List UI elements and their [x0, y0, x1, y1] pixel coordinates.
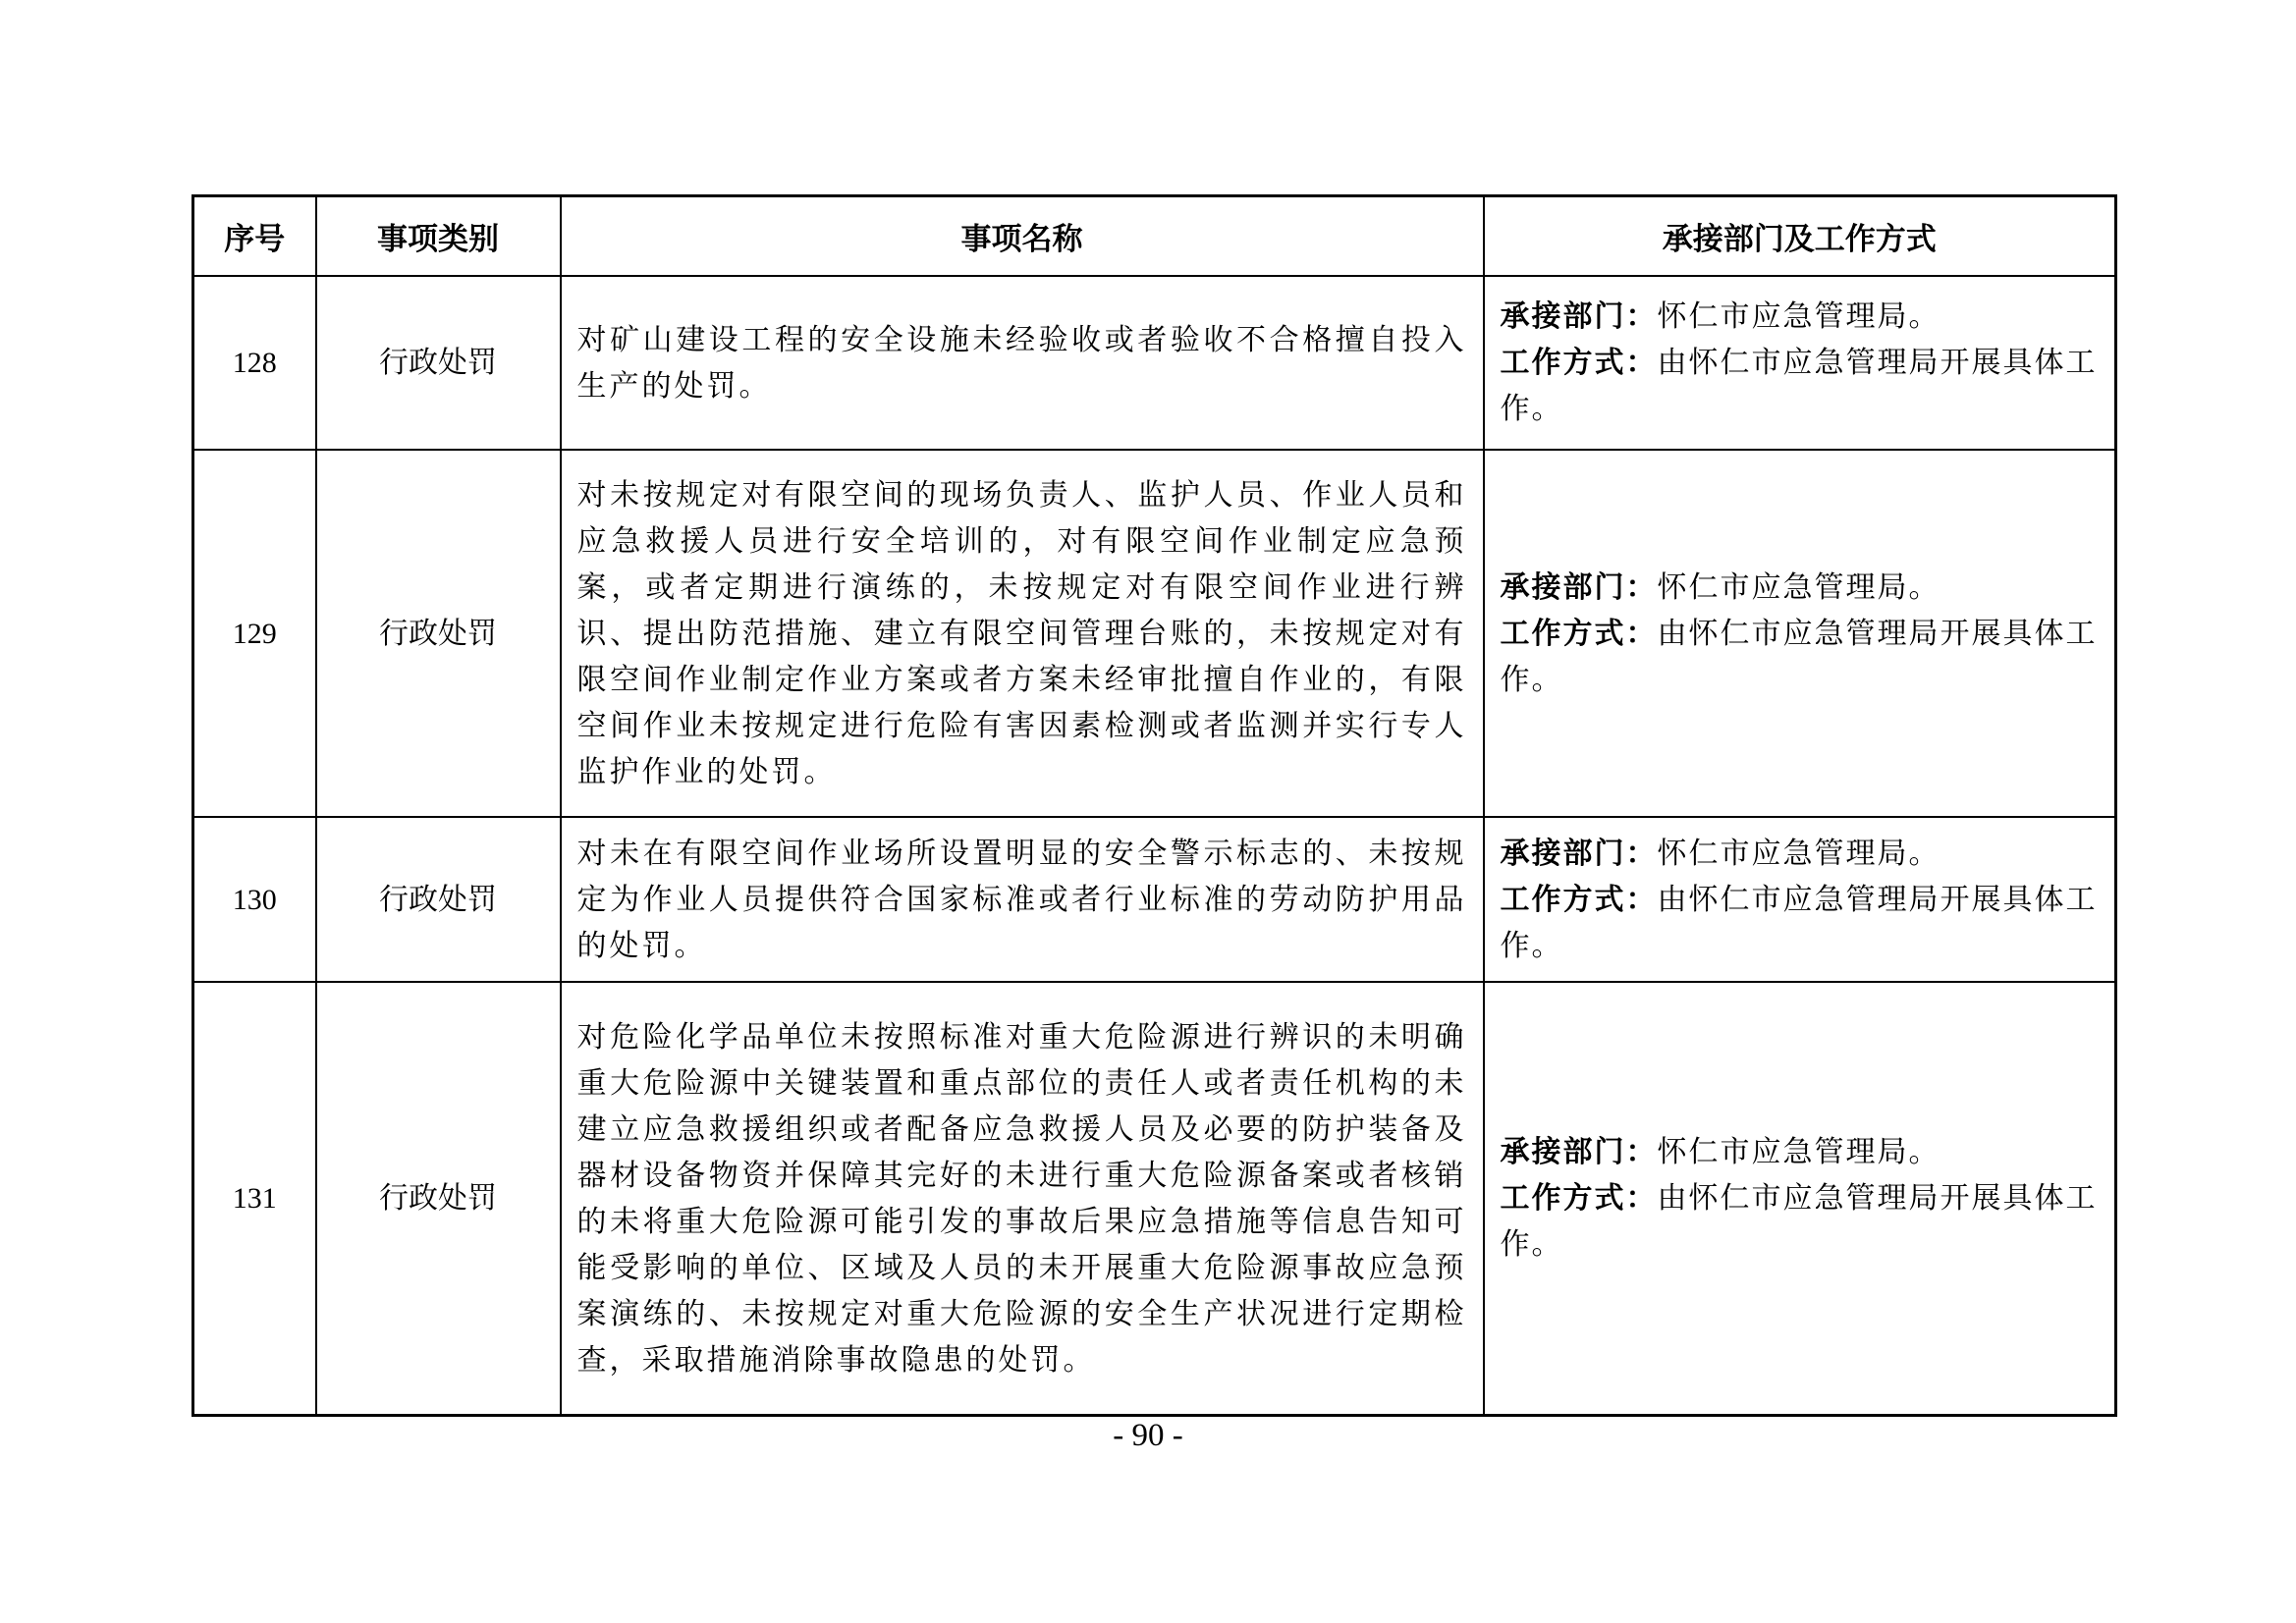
header-name: 事项名称 — [561, 196, 1484, 277]
method-label: 工作方式： — [1500, 1181, 1658, 1216]
row-dept — [1484, 276, 2116, 450]
row-dept — [1484, 817, 2116, 982]
row-category: 行政处罚 — [316, 982, 561, 1416]
method-value: 由怀仁市应急管理局开展具体工作。 — [1500, 1181, 2098, 1262]
row-seq: 131 — [193, 982, 316, 1416]
dept-value: 怀仁市应急管理局。 — [1657, 1135, 1941, 1169]
method-value: 由怀仁市应急管理局开展具体工作。 — [1500, 882, 2098, 963]
matters-table — [191, 194, 2117, 1417]
row-seq: 129 — [193, 450, 316, 817]
method-label: 工作方式： — [1500, 616, 1658, 651]
table-row — [193, 276, 2116, 450]
header-seq: 序号 — [193, 196, 316, 277]
dept-value: 怀仁市应急管理局。 — [1657, 569, 1941, 605]
dept-label: 承接部门： — [1500, 569, 1658, 605]
table-header-row — [193, 196, 2116, 277]
row-name: 对未按规定对有限空间的现场负责人、监护人员、作业人员和应急救援人员进行安全培训的，对有限空间作业制定应急预案，或者定期进行演练的，未按规定对有限空间作业进行辨识、提出防范措施、建立有限空间管理台账的，未按规定对有限空间作业制定作业方案或者方案未经审批擅自作业的，有限空间作业未按规定进行危险有害因素检测或者监测并实行专人监护作业的处罚。 — [561, 450, 1484, 817]
row-dept — [1484, 450, 2116, 817]
dept-value: 怀仁市应急管理局。 — [1657, 299, 1941, 334]
header-dept: 承接部门及工作方式 — [1484, 196, 2116, 277]
row-category: 行政处罚 — [316, 276, 561, 450]
dept-value: 怀仁市应急管理局。 — [1657, 836, 1941, 871]
row-category: 行政处罚 — [316, 450, 561, 817]
method-value: 由怀仁市应急管理局开展具体工作。 — [1500, 616, 2098, 697]
dept-label: 承接部门： — [1500, 836, 1658, 871]
table-row — [193, 982, 2116, 1416]
row-name: 对矿山建设工程的安全设施未经验收或者验收不合格擅自投入生产的处罚。 — [561, 276, 1484, 450]
table-row — [193, 817, 2116, 982]
table-row — [193, 450, 2116, 817]
row-category: 行政处罚 — [316, 817, 561, 982]
row-name: 对危险化学品单位未按照标准对重大危险源进行辨识的未明确重大危险源中关键装置和重点部位的责任人或者责任机构的未建立应急救援组织或者配备应急救援人员及必要的防护装备及器材设备物资并保障其完好的未进行重大危险源备案或者核销的未将重大危险源可能引发的事故后果应急措施等信息告知可能受影响的单位、区域及人员的未开展重大危险源事故应急预案演练的、未按规定对重大危险源的安全生产状况进行定期检查，采取措施消除事故隐患的处罚。 — [561, 982, 1484, 1416]
method-value: 由怀仁市应急管理局开展具体工作。 — [1500, 346, 2098, 426]
dept-label: 承接部门： — [1500, 299, 1658, 334]
method-label: 工作方式： — [1500, 346, 1658, 380]
dept-label: 承接部门： — [1500, 1135, 1658, 1169]
method-label: 工作方式： — [1500, 882, 1658, 917]
row-seq: 130 — [193, 817, 316, 982]
header-category: 事项类别 — [316, 196, 561, 277]
row-dept — [1484, 982, 2116, 1416]
row-name: 对未在有限空间作业场所设置明显的安全警示标志的、未按规定为作业人员提供符合国家标准或者行业标准的劳动防护用品的处罚。 — [561, 817, 1484, 982]
row-seq: 128 — [193, 276, 316, 450]
page-number: - 90 - — [1113, 1418, 1183, 1453]
